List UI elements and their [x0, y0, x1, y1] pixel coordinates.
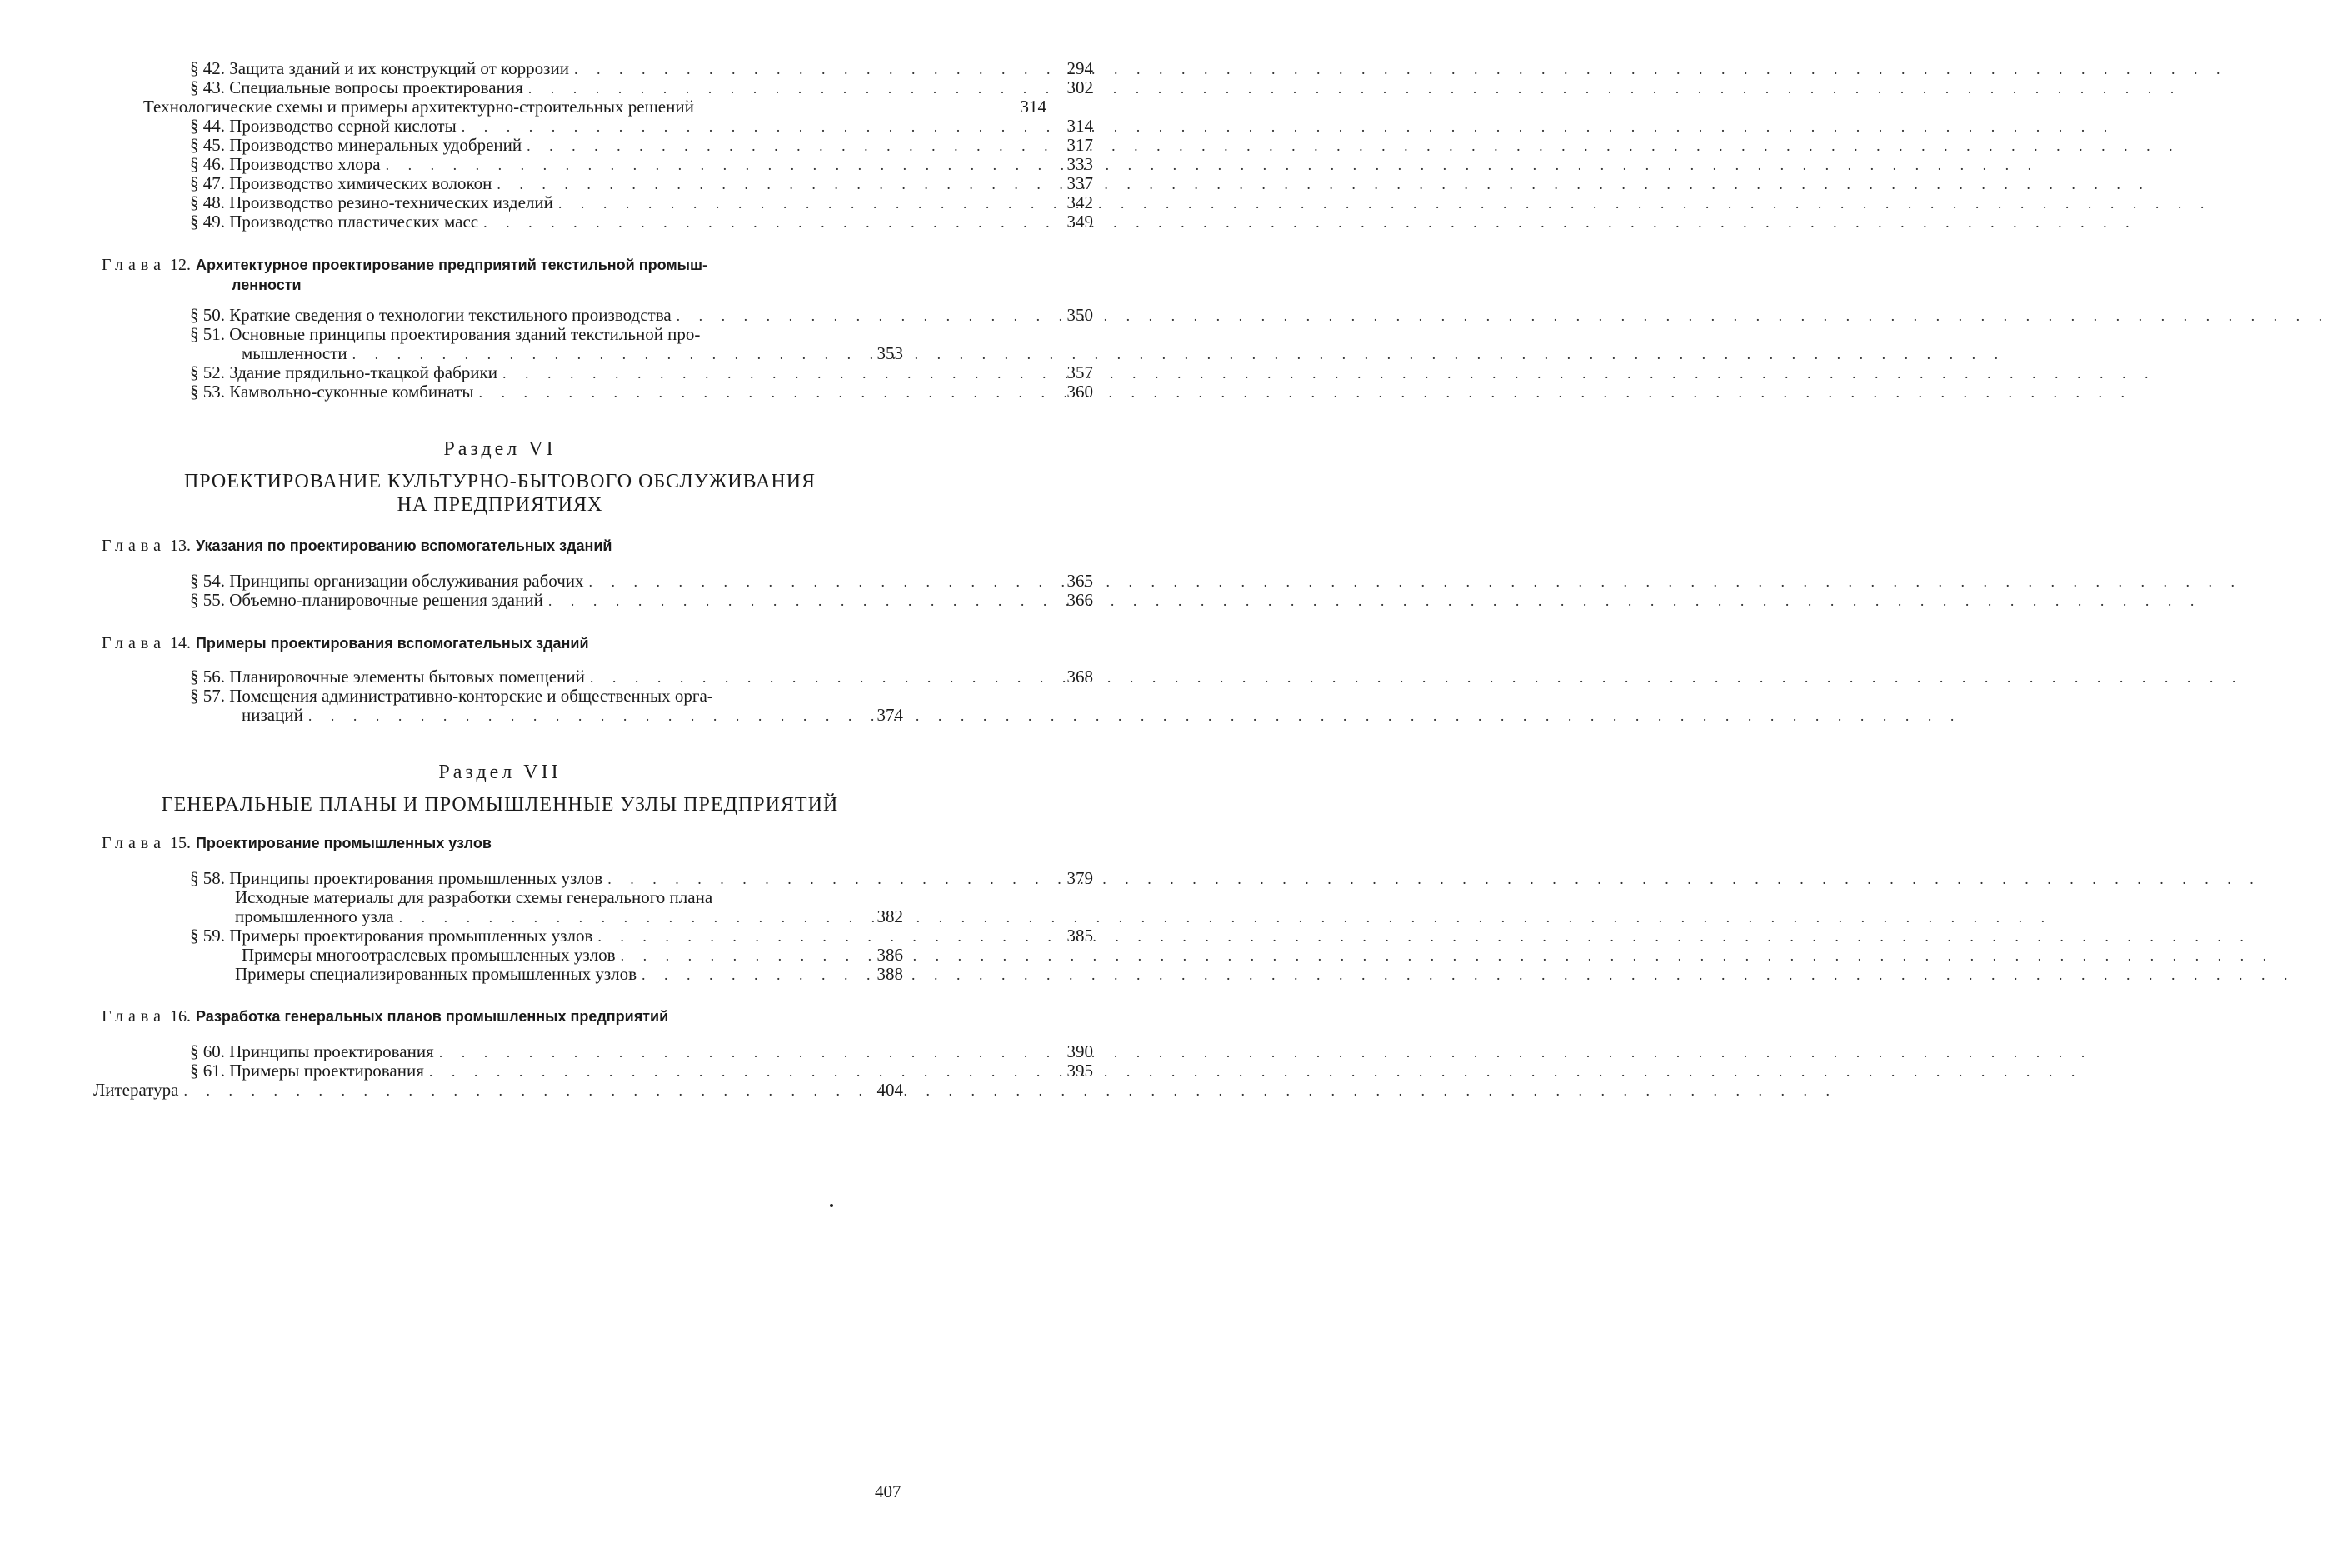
toc-entry: Технологические схемы и примеры архитектурно-строительных решений 314 — [143, 97, 1046, 117]
book-page — [0, 0, 1093, 1568]
stray-dot — [830, 1204, 833, 1207]
chapter-heading: Глава 16. Разработка генеральных планов промышленных предприятий — [102, 1007, 669, 1026]
toc-entry: § 50. Краткие сведения о технологии текстильного производства . . . 350 — [190, 305, 856, 326]
toc-entry: § 42. Защита зданий и их конструкций от коррозии . . . 294 — [190, 58, 856, 79]
toc-entry: § 57. Помещения административно-конторские и общественных орга- — [190, 686, 713, 706]
section-title: НА ПРЕДПРИЯТИЯХ — [397, 494, 603, 516]
toc-entry: § 55. Объемно-планировочные решения зданий . . . 366 — [190, 590, 856, 611]
toc-entry: мышленности . . . 353 — [242, 343, 856, 364]
toc-entry: Примеры многоотраслевых промышленных узлов . . . 386 — [242, 945, 856, 966]
page-number: 407 — [875, 1481, 901, 1501]
chapter-heading: Глава 12. Архитектурное проектирование предприятий текстильной промыш- — [102, 256, 708, 274]
section-title: ПРОЕКТИРОВАНИЕ КУЛЬТУРНО-БЫТОВОГО ОБСЛУЖИВАНИЯ — [183, 471, 816, 492]
section-title: ГЕНЕРАЛЬНЫЕ ПЛАНЫ И ПРОМЫШЛЕННЫЕ УЗЛЫ ПРЕДПРИЯТИЙ — [161, 794, 839, 816]
chapter-heading: Глава 13. Указания по проектированию вспомогательных зданий — [102, 537, 612, 555]
toc-entry: Исходные материалы для разработки схемы генерального плана — [235, 887, 713, 907]
toc-entry: § 52. Здание прядильно-ткацкой фабрики . . . 357 — [190, 362, 856, 383]
section-heading: Раздел VI — [443, 438, 557, 460]
toc-entry: § 47. Производство химических волокон . . . 337 — [190, 173, 856, 194]
toc-entry: § 60. Принципы проектирования . . . 390 — [190, 1041, 856, 1062]
toc-entry: Примеры специализированных промышленных узлов . . . 388 — [235, 964, 856, 985]
chapter-heading: Глава 15. Проектирование промышленных узлов — [102, 834, 492, 852]
toc-entry: § 59. Примеры проектирования промышленных узлов . . . 385 — [190, 926, 856, 946]
toc-entry: § 53. Камвольно-суконные комбинаты . . . 360 — [190, 382, 856, 402]
toc-entry: § 48. Производство резино-технических изделий . . . 342 — [190, 192, 856, 213]
toc-entry: § 56. Планировочные элементы бытовых помещений . . . 368 — [190, 667, 856, 687]
toc-entry: § 49. Производство пластических масс . . . 349 — [190, 212, 856, 232]
section-heading: Раздел VII — [438, 762, 562, 783]
toc-entry: § 51. Основные принципы проектирования зданий текстильной про- — [190, 324, 701, 344]
toc-entry: § 46. Производство хлора . . . 333 — [190, 154, 856, 175]
toc-entry: § 54. Принципы организации обслуживания рабочих . . . 365 — [190, 571, 856, 592]
toc-entry: § 58. Принципы проектирования промышленных узлов . . . 379 — [190, 868, 856, 889]
toc-entry: § 61. Примеры проектирования . . . 395 — [190, 1061, 856, 1081]
toc-entry: низаций . . . 374 — [242, 705, 856, 726]
toc-entry: промышленного узла . . . 382 — [235, 906, 856, 927]
chapter-heading: Глава 14. Примеры проектирования вспомогательных зданий — [102, 634, 589, 652]
toc-entry: § 44. Производство серной кислоты . . . 314 — [190, 116, 856, 137]
chapter-heading-cont: ленности — [232, 277, 302, 293]
toc-entry: § 45. Производство минеральных удобрений . . . 317 — [190, 135, 856, 156]
toc-entry-literature: Литература . . . 404 — [93, 1080, 856, 1101]
toc-entry: § 43. Специальные вопросы проектирования . . . 302 — [190, 77, 856, 98]
